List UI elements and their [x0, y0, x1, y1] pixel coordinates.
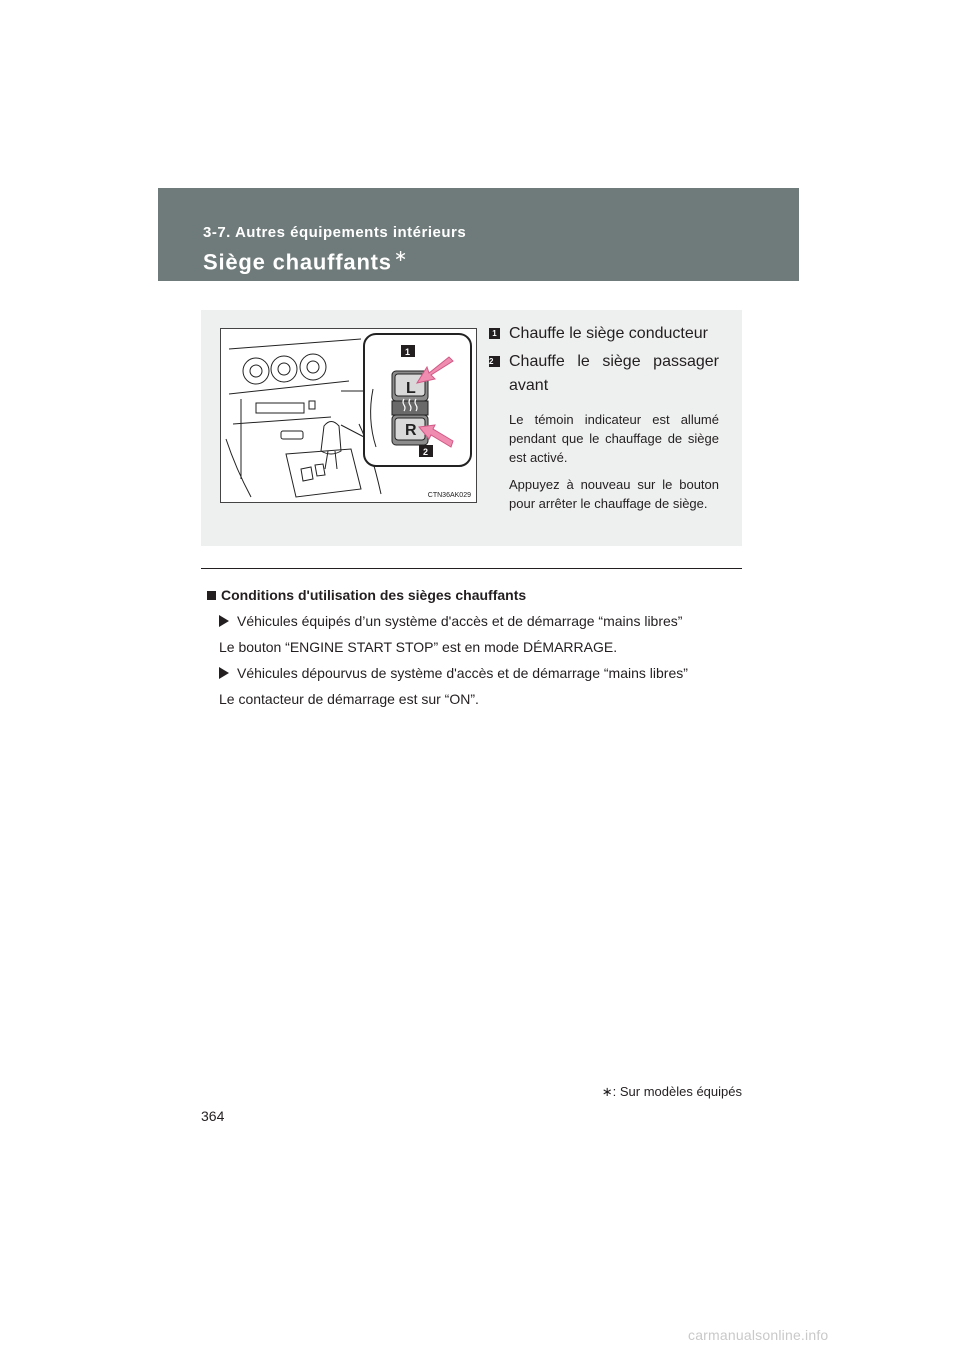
list-item [489, 322, 719, 346]
vent-left [243, 358, 269, 384]
info-panel [201, 310, 742, 546]
condition-case-1-text: Le bouton “ENGINE START STOP” est en mode DÉMARRAGE. [219, 639, 618, 655]
conditions-section [207, 584, 742, 710]
list-item [489, 350, 719, 398]
condition-case-1 [207, 610, 742, 632]
page-title-text: Siège chauffants [203, 249, 392, 275]
note-indicator: Le témoin indicateur est allumé pendant que le chauffage de siège est activé. [509, 412, 719, 465]
seat-heater-illustration [220, 328, 477, 503]
switch-right-label: R [405, 422, 417, 439]
figure-code: CTN36AK029 [427, 492, 471, 499]
conditions-heading-text: Conditions d'utilisation des sièges chauffants [221, 587, 527, 603]
item-text: Chauffe le siège passager avant [509, 353, 719, 394]
item-text: Chauffe le siège conducteur [509, 325, 708, 342]
title-asterisk: ∗ [393, 248, 409, 265]
page-number: 364 [201, 1108, 225, 1124]
callout-tag-1-label: 1 [405, 347, 411, 357]
note-switch-off: Appuyez à nouveau sur le bouton pour arrêter le chauffage de siège. [509, 477, 719, 511]
arrow-bullet-icon [219, 615, 229, 627]
condition-case-1-label: Véhicules équipés d’un système d'accès et de démarrage “mains libres” [237, 613, 683, 629]
shift-gate [286, 449, 361, 497]
watermark[interactable]: carmanualsonline.info [688, 1327, 829, 1343]
dashboard-drawing [221, 329, 476, 502]
section-header [158, 188, 799, 281]
square-bullet-icon [207, 591, 216, 600]
callout-tag-2-label: 2 [423, 447, 429, 457]
condition-case-2-label: Véhicules dépourvus de système d'accès et de démarrage “mains libres” [237, 665, 688, 681]
page-title [203, 246, 408, 275]
item-list [489, 322, 719, 513]
switch-left-label: L [406, 380, 416, 397]
item-number-badge: 1 [489, 328, 500, 339]
vent-right [300, 354, 326, 380]
condition-case-2-text: Le contacteur de démarrage est sur “ON”. [219, 691, 479, 707]
footnote: ∗: Sur modèles équipés [601, 1084, 742, 1099]
condition-case-2 [207, 662, 742, 684]
section-label: 3-7. Autres équipements intérieurs [203, 224, 467, 241]
conditions-heading [207, 584, 742, 606]
heat-symbol-plate [392, 401, 428, 415]
vent-middle [271, 356, 297, 382]
gear-knob [321, 422, 341, 455]
item-number-badge: 2 [489, 356, 500, 367]
divider [201, 568, 742, 569]
display-slot [256, 403, 304, 413]
arrow-bullet-icon [219, 667, 229, 679]
